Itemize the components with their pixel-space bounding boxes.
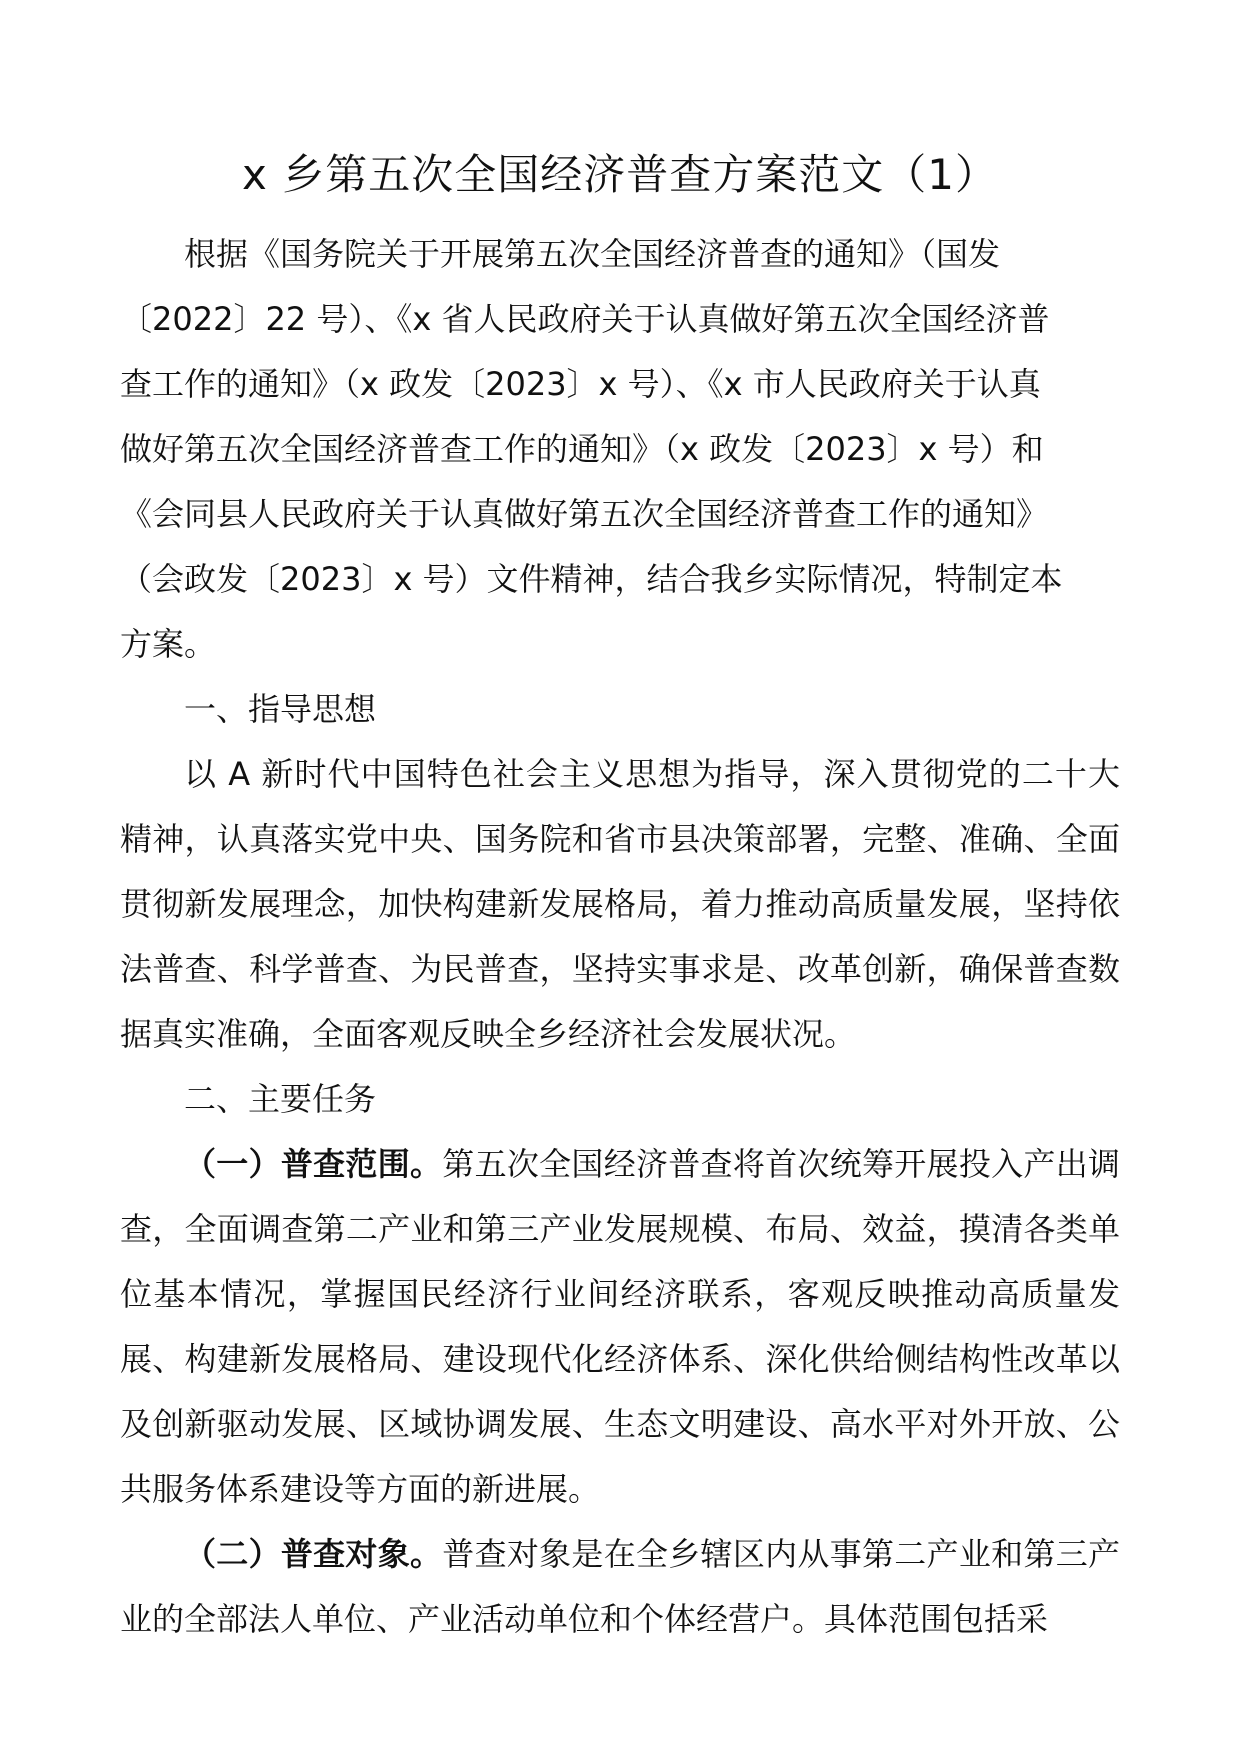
guiding-thought-paragraph: 以 A 新时代中国特色社会主义思想为指导，深入贯彻党的二十大精神，认真落实党中央、国务院和省市县决策部署，完整、准确、全面贯彻新发展理念，加快构建新发展格局，着力推动高质量发展，坚持依法普查、科学普查、为民普查，坚持实事求是、改革创新，确保普查数据真实准确，全面客观反映全乡经济社会发展状况。 [120,755,1120,1053]
census-scope-body: 第五次全国经济普查将首次统筹开展投入产出调查，全面调查第二产业和第三产业发展规模、布局、效益，摸清各类单位基本情况，掌握国民经济行业间经济联系，客观反映推动高质量发展、构建新发展格局、建设现代化经济体系、深化供给侧结构性改革以及创新驱动发展、区域协调发展、生态文明建设、高水平对外开放、公共服务体系建设等方面的新进展。 [120,1145,1120,1508]
census-objects-body: 普查对象是在全乡辖区内从事第二产业和第三产业的全部法人单位、产业活动单位和个体经营户。具体范围包括采 [120,1535,1120,1638]
section-heading-guiding-thought: 一、指导思想 [184,690,377,728]
intro-line-5: 《会同县人民政府关于认真做好第五次全国经济普查工作的通知》 [120,495,1049,533]
intro-line-6: （会政发〔2023〕x 号）文件精神，结合我乡实际情况，特制定本 [120,560,1063,598]
intro-line-7: 方案。 [120,625,217,663]
intro-line-3: 查工作的通知》（x 政发〔2023〕x 号）、《x 市人民政府关于认真 [120,365,1041,403]
census-objects-lead: （二）普查对象。 [184,1535,443,1573]
census-scope-paragraph [120,1132,1120,1522]
document-body [120,222,1120,1652]
census-scope-lead: （一）普查范围。 [184,1145,443,1183]
section-heading-main-tasks: 二、主要任务 [184,1080,377,1118]
document-title: x 乡第五次全国经济普查方案范文（1） [242,150,998,199]
intro-line-1: 根据《国务院关于开展第五次全国经济普查的通知》（国发 [184,235,1001,273]
census-objects-paragraph [120,1522,1120,1652]
intro-line-4: 做好第五次全国经济普查工作的通知》（x 政发〔2023〕x 号）和 [120,430,1044,468]
intro-line-2: 〔2022〕22 号）、《x 省人民政府关于认真做好第五次全国经济普 [120,300,1050,338]
intro-paragraph [120,222,1120,677]
